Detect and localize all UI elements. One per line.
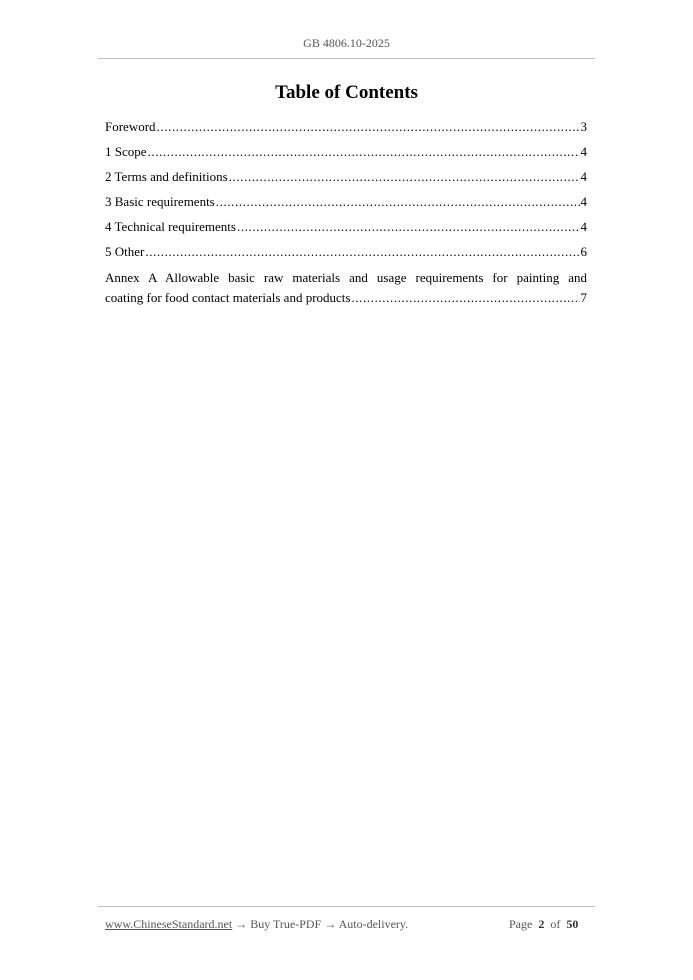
toc-entry-page: 6 [580,244,587,259]
toc-entry-label: 3 Basic requirements [105,194,215,209]
page-total: 50 [566,917,579,931]
toc-dot-leader [351,288,579,308]
footer-divider [98,906,595,907]
toc-annex-row2 [105,288,587,308]
toc-entry-page: 7 [580,290,587,305]
toc-title: Table of Contents [275,82,418,103]
toc-dot-leader [237,218,580,236]
toc-entry-annex-a[interactable] [105,268,587,308]
site-link[interactable]: www.ChineseStandard.net [105,917,233,931]
toc-entry-terms[interactable] [105,168,587,193]
document-header-code: GB 4806.10-2025 [303,36,390,50]
toc-entry-page: 4 [580,144,587,159]
toc-dot-leader [145,243,579,261]
toc-dot-leader [229,168,580,186]
toc-entry-page: 4 [580,194,587,209]
toc-annex-label-line2: coating for food contact materials and products [105,290,351,305]
toc-entry-foreword[interactable] [105,118,587,143]
toc-dot-leader [157,118,580,136]
buy-pdf-text: Buy True-PDF [250,917,322,931]
arrow-right-icon: → [235,917,248,931]
toc-entry-scope[interactable] [105,143,587,168]
toc-entry-label: 1 Scope [105,144,147,159]
toc-entry-page: 3 [580,119,587,134]
toc-entry-label: 4 Technical requirements [105,219,236,234]
page-indicator [509,917,578,932]
toc-entry-other[interactable] [105,243,587,268]
toc-entry-label: 5 Other [105,244,145,259]
of-word: of [550,917,561,931]
toc-entry-page: 4 [580,219,587,234]
toc-entry-label: Foreword [105,119,156,134]
page-current: 2 [538,917,545,931]
auto-delivery-text: Auto-delivery. [338,917,409,931]
toc-list [105,118,587,308]
page-word: Page [509,917,533,931]
toc-entry-label: 2 Terms and definitions [105,169,228,184]
toc-annex-label-line1: Annex A Allowable basic raw materials and usage requirements for painting and [105,270,587,285]
footer-promo [105,917,408,932]
toc-entry-page: 4 [580,169,587,184]
toc-dot-leader [148,143,580,161]
toc-entry-basic-requirements[interactable] [105,193,587,218]
toc-entry-technical-requirements[interactable] [105,218,587,243]
header-divider [98,58,595,59]
arrow-right-icon: → [324,917,337,931]
toc-dot-leader [216,193,580,211]
